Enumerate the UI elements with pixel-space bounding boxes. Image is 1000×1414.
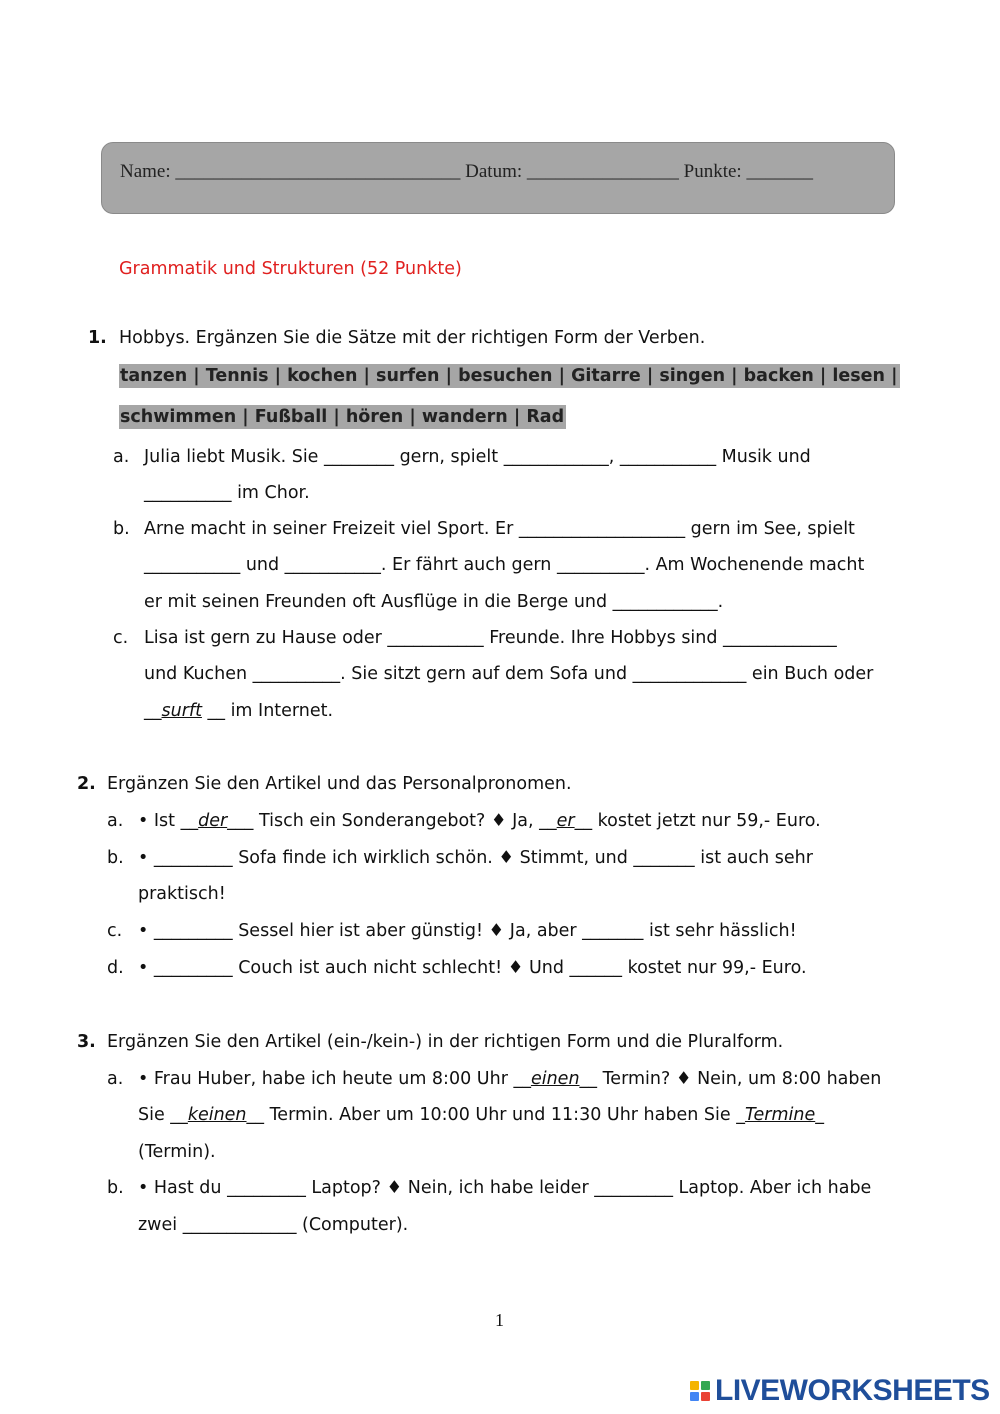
item-letter: a. [113, 447, 130, 467]
sentence-line: und Kuchen __________. Sie sitzt gern auf dem Sofa und _____________ ein Buch oder [144, 664, 874, 684]
answer-blank[interactable]: einen [530, 1069, 580, 1089]
sentence-text: ___ Tisch ein Sonderangebot? ♦ Ja, __ [227, 811, 557, 831]
sentence-line [138, 1103, 824, 1127]
sentence-line: praktisch! [138, 884, 226, 904]
sentence-line: __________ im Chor. [144, 483, 310, 503]
item-letter: b. [107, 848, 124, 868]
sentence-line: (Termin). [138, 1142, 216, 1162]
sentence-text: • Ist __ [138, 811, 199, 831]
answer-blank[interactable]: keinen [187, 1105, 247, 1125]
item-letter: c. [107, 921, 123, 941]
blank: __ [144, 701, 162, 721]
sentence-text: • Frau Huber, habe ich heute um 8:00 Uhr __ [138, 1069, 531, 1089]
sentence-line: • _________ Couch ist auch nicht schlecht! ♦ Und ______ kostet nur 99,- Euro. [138, 958, 807, 978]
sentence-text: __ im Internet. [201, 701, 334, 721]
sentence-line: • _________ Sofa finde ich wirklich schön. ♦ Stimmt, und _______ ist auch sehr [138, 848, 813, 868]
answer-blank[interactable]: er [556, 811, 575, 831]
sentence-line: • Hast du _________ Laptop? ♦ Nein, ich habe leider _________ Laptop. Aber ich habe [138, 1178, 872, 1198]
liveworksheets-logo-icon [690, 1381, 710, 1401]
item-letter: a. [107, 1069, 124, 1089]
exercise-instruction: Hobbys. Ergänzen Sie die Sätze mit der richtigen Form der Verben. [119, 328, 706, 348]
exercise-number: 1. [88, 328, 107, 348]
sentence-line: Lisa ist gern zu Hause oder ___________ Freunde. Ihre Hobbys sind _____________ [144, 628, 837, 648]
student-info-box [101, 142, 895, 214]
sentence-line: Julia liebt Musik. Sie ________ gern, spielt ____________, ___________ Musik und [144, 447, 811, 467]
item-letter: b. [107, 1178, 124, 1198]
sentence-line: • _________ Sessel hier ist aber günstig! ♦ Ja, aber _______ ist sehr hässlich! [138, 921, 797, 941]
item-letter: a. [107, 811, 124, 831]
sentence-line: Arne macht in seiner Freizeit viel Sport. Er ___________________ gern im See, spielt [144, 519, 855, 539]
sentence-text: Sie __ [138, 1105, 188, 1125]
exercise-instruction: Ergänzen Sie den Artikel und das Personalpronomen. [107, 774, 572, 794]
sentence-line [138, 809, 821, 833]
sentence-line: er mit seinen Freunden oft Ausflüge in die Berge und ____________. [144, 592, 724, 612]
sentence-line: ___________ und ___________. Er fährt auch gern __________. Am Wochenende macht [144, 555, 865, 575]
sentence-text: __ Termin? ♦ Nein, um 8:00 haben [579, 1069, 882, 1089]
item-letter: d. [107, 958, 124, 978]
student-info-fields: Name: ______________________________ Datum: ________________ Punkte: _______ [120, 161, 813, 182]
section-title: Grammatik und Strukturen (52 Punkte) [119, 259, 462, 279]
page-number: 1 [495, 1310, 504, 1330]
item-letter: b. [113, 519, 130, 539]
sentence-line [144, 699, 333, 723]
sentence-line [138, 1067, 881, 1091]
sentence-line: zwei _____________ (Computer). [138, 1215, 409, 1235]
sentence-text: __ kostet jetzt nur 59,- Euro. [574, 811, 821, 831]
word-bank-line: schwimmen | Fußball | hören | wandern | Rad [120, 407, 565, 427]
sentence-text: _ [815, 1105, 824, 1125]
item-letter: c. [113, 628, 129, 648]
answer-blank[interactable]: surft [161, 701, 202, 721]
sentence-text: __ Termin. Aber um 10:00 Uhr und 11:30 Uhr haben Sie _ [246, 1105, 745, 1125]
exercise-number: 3. [77, 1032, 96, 1052]
answer-blank[interactable]: Termine [744, 1105, 816, 1125]
answer-blank[interactable]: der [198, 811, 228, 831]
liveworksheets-logo [690, 1375, 990, 1407]
word-bank-line: tanzen | Tennis | kochen | surfen | besuchen | Gitarre | singen | backen | lesen | [120, 366, 898, 386]
exercise-instruction: Ergänzen Sie den Artikel (ein-/kein-) in der richtigen Form und die Pluralform. [107, 1032, 784, 1052]
liveworksheets-logo-text: LIVEWORKSHEETS [715, 1374, 990, 1407]
exercise-number: 2. [77, 774, 96, 794]
